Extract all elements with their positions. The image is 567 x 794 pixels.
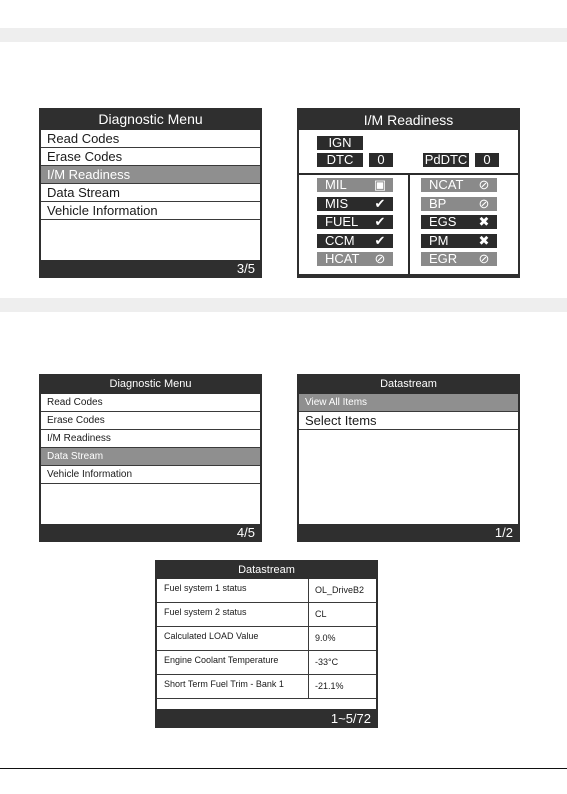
pid-name: Fuel system 2 status bbox=[164, 607, 247, 617]
menu-item-read-codes[interactable] bbox=[41, 130, 260, 148]
menu-item-data-stream[interactable] bbox=[41, 184, 260, 202]
datastream-row[interactable] bbox=[157, 579, 376, 603]
monitor-egr bbox=[421, 252, 497, 266]
not-supported-icon: ⊘ bbox=[478, 251, 490, 266]
pid-value: CL bbox=[315, 609, 327, 619]
menu-item-label: Select Items bbox=[305, 413, 377, 428]
menu-item-select-items[interactable] bbox=[299, 412, 518, 430]
im-readiness-screen bbox=[297, 108, 520, 278]
column-separator bbox=[308, 651, 309, 674]
engine-icon: ▣ bbox=[373, 177, 387, 192]
datastream-menu-screen bbox=[297, 374, 520, 542]
monitor-label: CCM bbox=[325, 232, 355, 248]
column-separator bbox=[308, 627, 309, 650]
menu-item-vehicle-information[interactable] bbox=[41, 466, 260, 484]
monitor-label: HCAT bbox=[325, 251, 360, 266]
menu-item-label: Vehicle Information bbox=[47, 469, 133, 480]
screen-title: Datastream bbox=[238, 564, 295, 576]
section-band-middle bbox=[0, 298, 567, 312]
menu-item-label: Data Stream bbox=[47, 185, 120, 200]
menu-item-label: View All Items bbox=[305, 397, 368, 408]
x-icon: ✖ bbox=[478, 232, 490, 248]
menu-item-vehicle-information[interactable] bbox=[41, 202, 260, 220]
ign-status: IGN bbox=[317, 136, 363, 150]
datastream-table bbox=[157, 579, 376, 709]
screen-title: Datastream bbox=[380, 378, 437, 390]
monitor-pm bbox=[421, 234, 497, 248]
menu-item-label: I/M Readiness bbox=[47, 167, 131, 182]
check-icon: ✔ bbox=[374, 195, 386, 211]
menu-item-erase-codes[interactable] bbox=[41, 412, 260, 430]
check-icon: ✔ bbox=[374, 232, 386, 248]
monitor-label: EGS bbox=[429, 214, 457, 229]
monitor-label: PM bbox=[429, 232, 449, 248]
dtc-count: 0 bbox=[369, 153, 393, 167]
monitor-label: MIL bbox=[325, 177, 347, 192]
monitor-ncat bbox=[421, 178, 497, 192]
menu-item-label: Read Codes bbox=[47, 131, 120, 146]
menu-list bbox=[41, 130, 260, 260]
section-band-top bbox=[0, 28, 567, 42]
screen-title: Diagnostic Menu bbox=[98, 111, 203, 127]
menu-item-label: Vehicle Information bbox=[47, 203, 158, 218]
not-supported-icon: ⊘ bbox=[478, 195, 490, 211]
menu-item-i-m-readiness[interactable] bbox=[41, 430, 260, 448]
diagnostic-menu-screen-2 bbox=[39, 374, 262, 542]
column-separator bbox=[308, 603, 309, 626]
diagnostic-menu-screen-1 bbox=[39, 108, 262, 278]
pid-name: Calculated LOAD Value bbox=[164, 631, 259, 641]
screen-title: I/M Readiness bbox=[363, 112, 454, 128]
monitor-hcat bbox=[317, 252, 393, 266]
page-indicator: 4/5 bbox=[236, 525, 255, 540]
menu-item-erase-codes[interactable] bbox=[41, 148, 260, 166]
pid-value: -21.1% bbox=[315, 681, 344, 691]
menu-item-i-m-readiness[interactable] bbox=[41, 166, 260, 184]
monitor-mil bbox=[317, 178, 393, 192]
monitor-label: EGR bbox=[429, 251, 458, 266]
monitor-label: MIS bbox=[325, 195, 349, 211]
pid-value: 9.0% bbox=[315, 633, 336, 643]
menu-item-label: Erase Codes bbox=[47, 149, 123, 164]
pddtc-count: 0 bbox=[475, 153, 499, 167]
datastream-values-screen bbox=[155, 560, 378, 728]
pid-value: OL_DriveB2 bbox=[315, 585, 365, 595]
pid-name: Engine Coolant Temperature bbox=[164, 655, 279, 665]
column-separator bbox=[308, 675, 309, 698]
page-indicator: 1/2 bbox=[494, 525, 513, 540]
footer-rule bbox=[0, 768, 567, 769]
screen-title: Diagnostic Menu bbox=[109, 378, 192, 390]
page-indicator: 1~5/72 bbox=[330, 711, 371, 726]
page-indicator: 3/5 bbox=[236, 261, 255, 276]
not-supported-icon: ⊘ bbox=[478, 177, 490, 192]
pid-name: Fuel system 1 status bbox=[164, 583, 247, 593]
divider-vertical bbox=[408, 173, 410, 274]
monitor-label: NCAT bbox=[429, 177, 464, 192]
datastream-row[interactable] bbox=[157, 651, 376, 675]
menu-item-label: Erase Codes bbox=[47, 415, 105, 426]
pid-value: -33°C bbox=[315, 657, 339, 667]
menu-list bbox=[41, 394, 260, 524]
monitor-label: BP bbox=[429, 195, 447, 211]
monitor-fuel bbox=[317, 215, 393, 229]
dtc-label: DTC bbox=[317, 153, 363, 167]
menu-item-label: I/M Readiness bbox=[47, 433, 111, 444]
datastream-row[interactable] bbox=[157, 675, 376, 699]
pddtc-label: PdDTC bbox=[424, 152, 468, 167]
monitor-bp bbox=[421, 197, 497, 211]
monitor-mis bbox=[317, 197, 393, 211]
menu-item-data-stream[interactable] bbox=[41, 448, 260, 466]
x-icon: ✖ bbox=[478, 214, 490, 229]
menu-item-read-codes[interactable] bbox=[41, 394, 260, 412]
datastream-row[interactable] bbox=[157, 603, 376, 627]
not-supported-icon: ⊘ bbox=[374, 251, 386, 266]
check-icon: ✔ bbox=[374, 214, 386, 229]
menu-item-label: Data Stream bbox=[47, 451, 104, 462]
menu-item-view-all-items[interactable] bbox=[299, 394, 518, 412]
datastream-row[interactable] bbox=[157, 627, 376, 651]
readiness-panel bbox=[299, 130, 518, 274]
pid-name: Short Term Fuel Trim - Bank 1 bbox=[164, 679, 284, 689]
monitor-egs bbox=[421, 215, 497, 229]
menu-item-label: Read Codes bbox=[47, 397, 103, 408]
menu-list bbox=[299, 394, 518, 524]
column-separator bbox=[308, 579, 309, 602]
monitor-label: FUEL bbox=[325, 214, 359, 229]
monitor-ccm bbox=[317, 234, 393, 248]
